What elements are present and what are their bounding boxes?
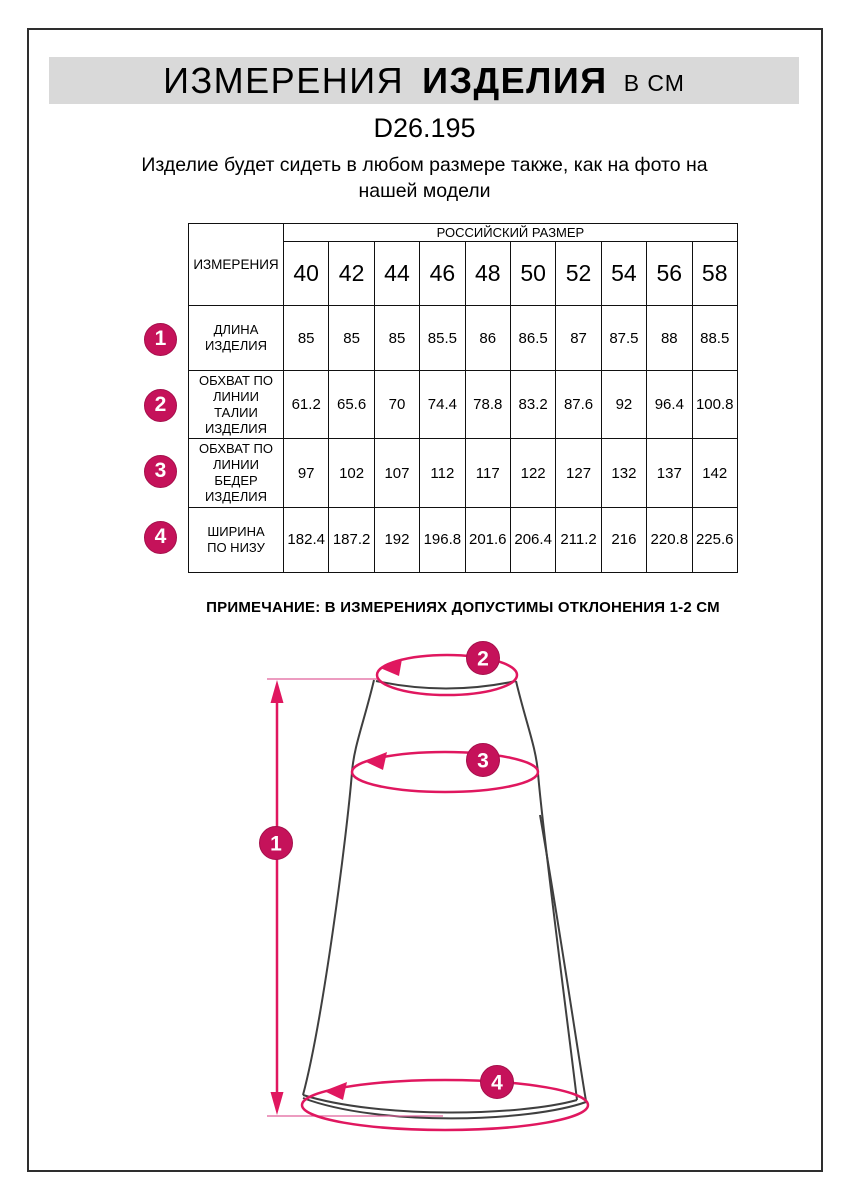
measurement-value-cell: 74.4	[420, 371, 465, 439]
skirt-fold-line	[540, 815, 586, 1101]
page-title-unit: В СМ	[623, 70, 685, 96]
size-column-header: 44	[374, 242, 419, 306]
russian-size-header-cell: РОССИЙСКИЙ РАЗМЕР	[284, 224, 738, 242]
hem-arrowhead-icon	[324, 1082, 347, 1100]
measurements-header-cell: ИЗМЕРЕНИЯ	[189, 224, 284, 306]
measurement-value-cell: 70	[374, 371, 419, 439]
guide-lines	[267, 679, 443, 1116]
row-number-badge: 3	[144, 455, 177, 488]
length-dimension-arrow	[271, 680, 284, 1115]
size-column-header: 42	[329, 242, 374, 306]
skirt-left-side	[303, 680, 374, 1095]
measurement-value-cell: 142	[692, 439, 737, 507]
measurement-value-cell: 86	[465, 306, 510, 371]
measurement-value-cell: 85	[329, 306, 374, 371]
diagram-callouts	[260, 642, 514, 1099]
tolerance-note: ПРИМЕЧАНИЕ: В ИЗМЕРЕНИЯХ ДОПУСТИМЫ ОТКЛОНЕНИЯ 1-2 СМ	[206, 599, 720, 616]
measurement-value-cell: 220.8	[647, 507, 692, 572]
skirt-outline	[303, 680, 586, 1118]
measurement-value-cell: 97	[284, 439, 329, 507]
measurement-value-cell: 85.5	[420, 306, 465, 371]
measurement-value-cell: 117	[465, 439, 510, 507]
measurement-value-cell: 225.6	[692, 507, 737, 572]
size-column-header: 46	[420, 242, 465, 306]
length-arrow-up-icon	[271, 680, 284, 703]
measurement-value-cell: 137	[647, 439, 692, 507]
skirt-hem-bottom-line	[303, 1098, 586, 1118]
measurement-value-cell: 211.2	[556, 507, 601, 572]
measurement-value-cell: 88	[647, 306, 692, 371]
measurement-value-cell: 192	[374, 507, 419, 572]
measurement-label-cell: ОБХВАТ ПО ЛИНИИ БЕДЕР ИЗДЕЛИЯ	[189, 439, 284, 507]
waist-arrowhead-icon	[380, 659, 402, 676]
skirt-waist-edge	[376, 681, 516, 689]
measurement-value-cell: 112	[420, 439, 465, 507]
size-column-header: 52	[556, 242, 601, 306]
measurement-label-cell: ДЛИНА ИЗДЕЛИЯ	[189, 306, 284, 371]
skirt-right-side	[516, 681, 577, 1100]
measurement-value-cell: 61.2	[284, 371, 329, 439]
row-number-badge: 4	[144, 521, 177, 554]
measurement-value-cell: 102	[329, 439, 374, 507]
page-title-emphasis: ИЗДЕЛИЯ	[422, 59, 608, 101]
size-column-header: 58	[692, 242, 737, 306]
measurement-value-cell: 201.6	[465, 507, 510, 572]
callout-4-label: 4	[491, 1071, 503, 1095]
measurement-value-cell: 182.4	[284, 507, 329, 572]
measurement-value-cell: 88.5	[692, 306, 737, 371]
row-number-badge: 2	[144, 389, 177, 422]
size-column-header: 40	[284, 242, 329, 306]
hip-arrowhead-icon	[364, 752, 387, 770]
measurement-value-cell: 122	[510, 439, 555, 507]
measurement-value-cell: 132	[601, 439, 646, 507]
skirt-measurement-diagram	[230, 630, 650, 1180]
callout-2-label: 2	[477, 647, 489, 671]
measurement-value-cell: 85	[374, 306, 419, 371]
callout-1-label: 1	[270, 832, 282, 856]
size-column-header: 50	[510, 242, 555, 306]
measurement-value-cell: 87	[556, 306, 601, 371]
measurement-value-cell: 96.4	[647, 371, 692, 439]
table-row	[189, 439, 738, 507]
measurement-value-cell: 100.8	[692, 371, 737, 439]
measurement-value-cell: 65.6	[329, 371, 374, 439]
product-code: D26.195	[373, 113, 476, 143]
measurement-value-cell: 127	[556, 439, 601, 507]
measurement-label-cell: ШИРИНА ПО НИЗУ	[189, 507, 284, 572]
table-header-row-group	[189, 224, 738, 242]
measurement-label-cell: ОБХВАТ ПО ЛИНИИ ТАЛИИ ИЗДЕЛИЯ	[189, 371, 284, 439]
length-arrow-down-icon	[271, 1092, 284, 1115]
measurement-value-cell: 187.2	[329, 507, 374, 572]
measurement-value-cell: 87.5	[601, 306, 646, 371]
measurement-value-cell: 85	[284, 306, 329, 371]
measurement-value-cell: 87.6	[556, 371, 601, 439]
measurement-value-cell: 196.8	[420, 507, 465, 572]
callout-3-label: 3	[477, 749, 489, 773]
table-row	[189, 507, 738, 572]
title-bar	[49, 57, 799, 104]
measurement-value-cell: 83.2	[510, 371, 555, 439]
page-title-main: ИЗМЕРЕНИЯ	[163, 59, 405, 101]
ellipse-arrowheads	[324, 659, 402, 1100]
measurement-value-cell: 216	[601, 507, 646, 572]
measurement-value-cell: 206.4	[510, 507, 555, 572]
size-column-header: 54	[601, 242, 646, 306]
measurement-value-cell: 78.8	[465, 371, 510, 439]
measurement-value-cell: 86.5	[510, 306, 555, 371]
measurement-value-cell: 107	[374, 439, 419, 507]
size-table	[188, 223, 738, 573]
size-column-header: 56	[647, 242, 692, 306]
table-row	[189, 371, 738, 439]
fit-subtitle: Изделие будет сидеть в любом размере также, как на фото на нашей модели	[141, 154, 708, 202]
size-column-header: 48	[465, 242, 510, 306]
measure-ellipses	[302, 655, 588, 1130]
row-number-badge: 1	[144, 323, 177, 356]
table-row	[189, 306, 738, 371]
measurement-value-cell: 92	[601, 371, 646, 439]
